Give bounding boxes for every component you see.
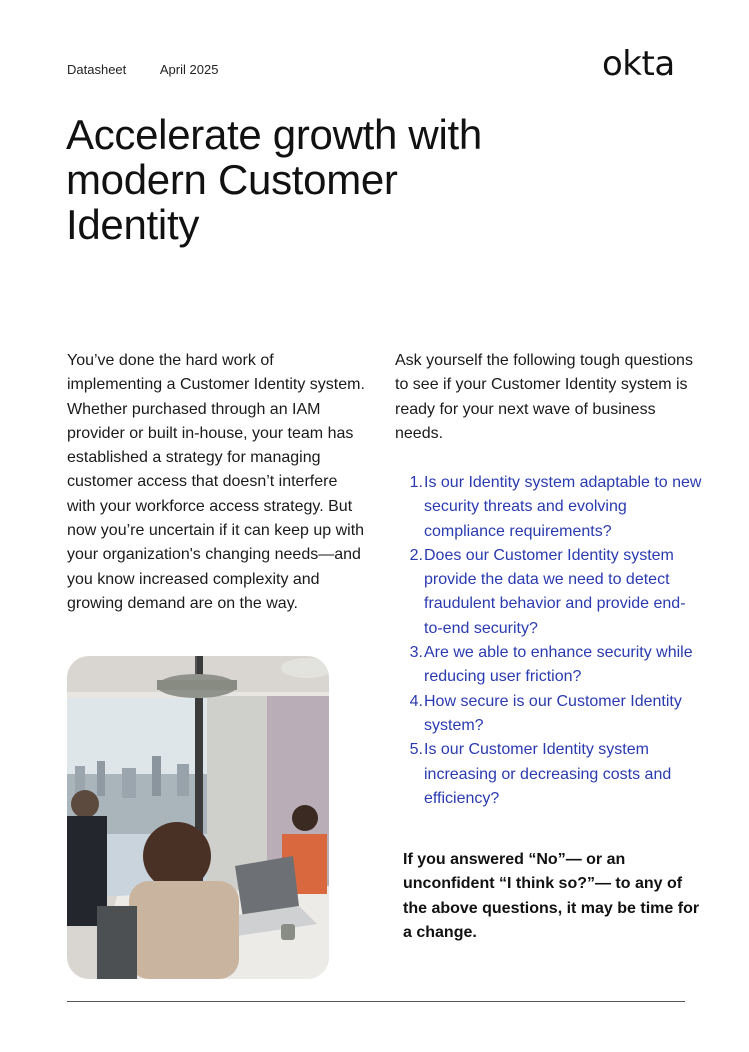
question-item (404, 641, 704, 690)
question-item (404, 690, 704, 739)
question-number: 4. (409, 692, 423, 710)
question-number: 2. (409, 546, 423, 564)
title-line-2: modern Customer (66, 156, 398, 203)
title-line-1: Accelerate growth with (66, 111, 482, 158)
question-text: Are we able to enhance security while reducing user friction? (424, 644, 693, 686)
footer-divider (67, 1001, 685, 1002)
document-meta (67, 62, 218, 77)
question-text: Is our Identity system adaptable to new security threats and evolving compliance requirements? (424, 474, 702, 540)
question-text: Is our Customer Identity system increasing or decreasing costs and efficiency? (424, 741, 672, 807)
question-number: 5. (409, 741, 423, 759)
question-number: 3. (409, 644, 423, 662)
question-text: How secure is our Customer Identity system? (424, 692, 682, 734)
doc-type-label: Datasheet (67, 62, 127, 77)
question-item (404, 471, 704, 544)
intro-paragraph: You’ve done the hard work of implementing a Customer Identity system. Whether purchased through an IAM provider or built in-house, your team has established a strategy for managing customer access that doesn’t interfere with your workforce access strategy. But now you’re uncertain if it can keep up with your organization's changing needs—and you know increased complexity and growing demand are on the way. (67, 352, 365, 612)
page-title (66, 112, 586, 247)
questions-list (404, 471, 704, 811)
question-text: Does our Customer Identity system provide the data we need to detect fraudulent behavior and provide end-to-end security? (424, 546, 686, 637)
okta-logo: okta (602, 44, 675, 84)
question-number: 1. (409, 474, 423, 491)
ask-paragraph: Ask yourself the following tough questions to see if your Customer Identity system is ready for your next wave of business needs. (395, 352, 693, 442)
office-meeting-photo (67, 656, 329, 979)
title-line-3: Identity (66, 201, 200, 248)
question-item (404, 738, 704, 811)
closing-statement: If you answered “No”— or an unconfident “I think so?”— to any of the above questions, it may be time for a change. (403, 851, 700, 941)
question-item (404, 544, 704, 641)
doc-date: April 2025 (159, 62, 219, 77)
